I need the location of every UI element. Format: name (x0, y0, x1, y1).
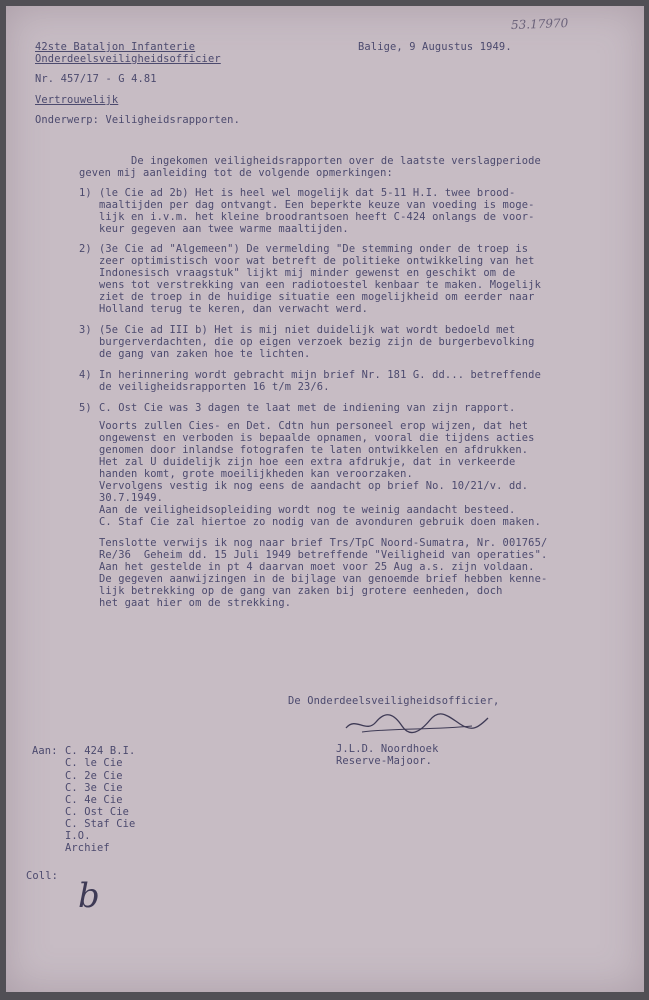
reference-number: Nr. 457/17 - G 4.81 (35, 73, 157, 85)
item-line: de gang van zaken hoe te lichten. (99, 348, 311, 360)
signatory-rank: Reserve-Majoor. (336, 755, 433, 767)
recipient: C. 3e Cie (65, 782, 123, 794)
body-line: Voorts zullen Cies- en Det. Cdtn hun personeel erop wijzen, dat het (99, 420, 529, 432)
item-number: 5) (79, 402, 92, 414)
body-line: het gaat hier om de strekking. (99, 597, 292, 609)
subject-line: Onderwerp: Veiligheidsrapporten. (35, 114, 240, 126)
recipient: C. Ost Cie (65, 806, 130, 818)
item-line: Indonesisch vraagstuk" lijkt mij minder gewenst en geschikt om de (99, 267, 516, 279)
coll-label: Coll: (26, 870, 59, 882)
place-date: Balige, 9 Augustus 1949. (358, 41, 512, 53)
item-line: In herinnering wordt gebracht mijn brief Nr. 181 G. dd... betreffende (99, 369, 541, 381)
unit-name: 42ste Bataljon Infanterie (35, 41, 196, 53)
item-line: de veiligheidsrapporten 16 t/m 23/6. (99, 381, 330, 393)
handwritten-signature (342, 708, 492, 738)
document-page (6, 6, 644, 992)
signatory-name: J.L.D. Noordhoek (336, 743, 439, 755)
body-line: Aan het gestelde in pt 4 daarvan moet voor 25 Aug a.s. zijn voldaan. (99, 561, 535, 573)
item-line: ziet de troep in de huidige situatie een mogelijkheid om eerder naar (99, 291, 535, 303)
item-line: (3e Cie ad "Algemeen") De vermelding "De stemming onder de troep is (99, 243, 529, 255)
item-line: zeer optimistisch voor wat betreft de politieke ontwikkeling van het (99, 255, 535, 267)
body-line: lijk betrekking op de gang van zaken bij grotere eenheden, doch (99, 585, 503, 597)
recipient: C. Staf Cie (65, 818, 136, 830)
intro-line: geven mij aanleiding tot de volgende opmerkingen: (79, 167, 393, 179)
item-number: 4) (79, 369, 92, 381)
item-number: 3) (79, 324, 92, 336)
recipient: C. 2e Cie (65, 770, 123, 782)
recipient: C. le Cie (65, 757, 123, 769)
body-line: handen komt, grote moeilijkheden kan veroorzaken. (99, 468, 413, 480)
intro-line: De ingekomen veiligheidsrapporten over de laatste verslagperiode (131, 155, 541, 167)
coll-handwritten-mark: b (78, 876, 100, 916)
body-line: ongewenst en verboden is bepaalde opnamen, vooral die tijdens acties (99, 432, 535, 444)
body-line: Vervolgens vestig ik nog eens de aandacht op brief No. 10/21/v. dd. (99, 480, 529, 492)
item-line: wens tot verstrekking van een radiotoestel kenbaar te maken. Mogelijk (99, 279, 541, 291)
body-line: Aan de veiligheidsopleiding wordt nog te weinig aandacht besteed. (99, 504, 516, 516)
archive-number: 53.17970 (510, 16, 569, 32)
item-number: 2) (79, 243, 92, 255)
item-line: (le Cie ad 2b) Het is heel wel mogelijk dat 5-11 H.I. twee brood- (99, 187, 516, 199)
body-line: Re/36 Geheim dd. 15 Juli 1949 betreffende "Veiligheid van operaties". (99, 549, 548, 561)
recipient: C. 4e Cie (65, 794, 123, 806)
item-line: maaltijden per dag ontvangt. Een beperkte keuze van voeding is moge- (99, 199, 535, 211)
body-line: 30.7.1949. (99, 492, 164, 504)
item-line: lijk en i.v.m. het kleine broodrantsoen heeft C-424 onlangs de voor- (99, 211, 535, 223)
body-line: genomen door inlandse fotografen te laten ontwikkelen en afdrukken. (99, 444, 529, 456)
item-line: Holland terug te keren, dan verwacht werd. (99, 303, 369, 315)
classification: Vertrouwelijk (35, 94, 119, 106)
item-line: keur gegeven aan twee warme maaltijden. (99, 223, 349, 235)
recipient: I.O. (65, 830, 91, 842)
distribution-label: Aan: (32, 745, 58, 757)
item-number: 1) (79, 187, 92, 199)
body-line: De gegeven aanwijzingen in de bijlage van genoemde brief hebben kenne- (99, 573, 548, 585)
body-line: Het zal U duidelijk zijn hoe een extra afdrukje, dat in verkeerde (99, 456, 516, 468)
signature-title: De Onderdeelsveiligheidsofficier, (288, 695, 500, 707)
office-name: Onderdeelsveiligheidsofficier (35, 53, 221, 65)
recipient: C. 424 B.I. (65, 745, 136, 757)
item-line: (5e Cie ad III b) Het is mij niet duidelijk wat wordt bedoeld met (99, 324, 516, 336)
body-line: Tenslotte verwijs ik nog naar brief Trs/TpC Noord-Sumatra, Nr. 001765/ (99, 537, 548, 549)
body-line: C. Staf Cie zal hiertoe zo nodig van de avonduren gebruik doen maken. (99, 516, 541, 528)
item-line: C. Ost Cie was 3 dagen te laat met de indiening van zijn rapport. (99, 402, 516, 414)
item-line: burgerverdachten, die op eigen verzoek bezig zijn de burgerbevolking (99, 336, 535, 348)
recipient: Archief (65, 842, 110, 854)
